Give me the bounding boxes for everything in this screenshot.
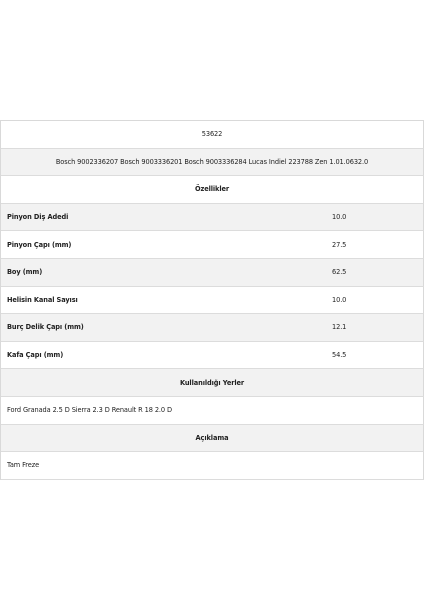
spec-label: Pinyon Çapı (mm) <box>7 240 72 249</box>
product-spec-table <box>0 120 424 480</box>
spec-row <box>1 231 424 259</box>
description-text: Tam Freze <box>7 461 40 470</box>
spec-value: 62.5 <box>332 268 347 277</box>
spec-label: Kafa Çapı (mm) <box>7 351 64 360</box>
product-code-row <box>1 121 424 149</box>
spec-label: Helisin Kanal Sayısı <box>7 295 78 304</box>
description-row <box>1 452 424 480</box>
product-code: 53622 <box>201 130 223 139</box>
spec-row <box>1 287 424 315</box>
spec-label: Burç Delik Çapı (mm) <box>7 323 84 332</box>
spec-label: Pinyon Diş Adedi <box>7 213 69 222</box>
spec-value: 10.0 <box>332 213 347 222</box>
spec-value: 27.5 <box>332 240 347 249</box>
spec-row <box>1 314 424 342</box>
specs-heading-row <box>1 176 424 204</box>
description-heading-row <box>1 425 424 453</box>
spec-row <box>1 342 424 370</box>
compatible-parts: Bosch 9002336207 Bosch 9003336201 Bosch 9003336284 Lucas Indiel 223788 Zen 1.01.0632.0 <box>55 157 369 166</box>
spec-label: Boy (mm) <box>7 268 43 277</box>
spec-value: 12.1 <box>332 323 347 332</box>
usage-heading-row <box>1 369 424 397</box>
description-heading: Açıklama <box>195 433 229 442</box>
spec-row <box>1 204 424 232</box>
usage-heading: Kullanıldığı Yerler <box>179 378 245 387</box>
usage-text: Ford Granada 2.5 D Sierra 2.3 D Renault R 18 2.0 D <box>7 406 172 415</box>
spec-value: 10.0 <box>332 295 347 304</box>
specs-heading: Özellikler <box>194 185 230 194</box>
compatible-parts-row <box>1 149 424 177</box>
spec-row <box>1 259 424 287</box>
usage-row <box>1 397 424 425</box>
spec-value: 54.5 <box>332 351 347 360</box>
